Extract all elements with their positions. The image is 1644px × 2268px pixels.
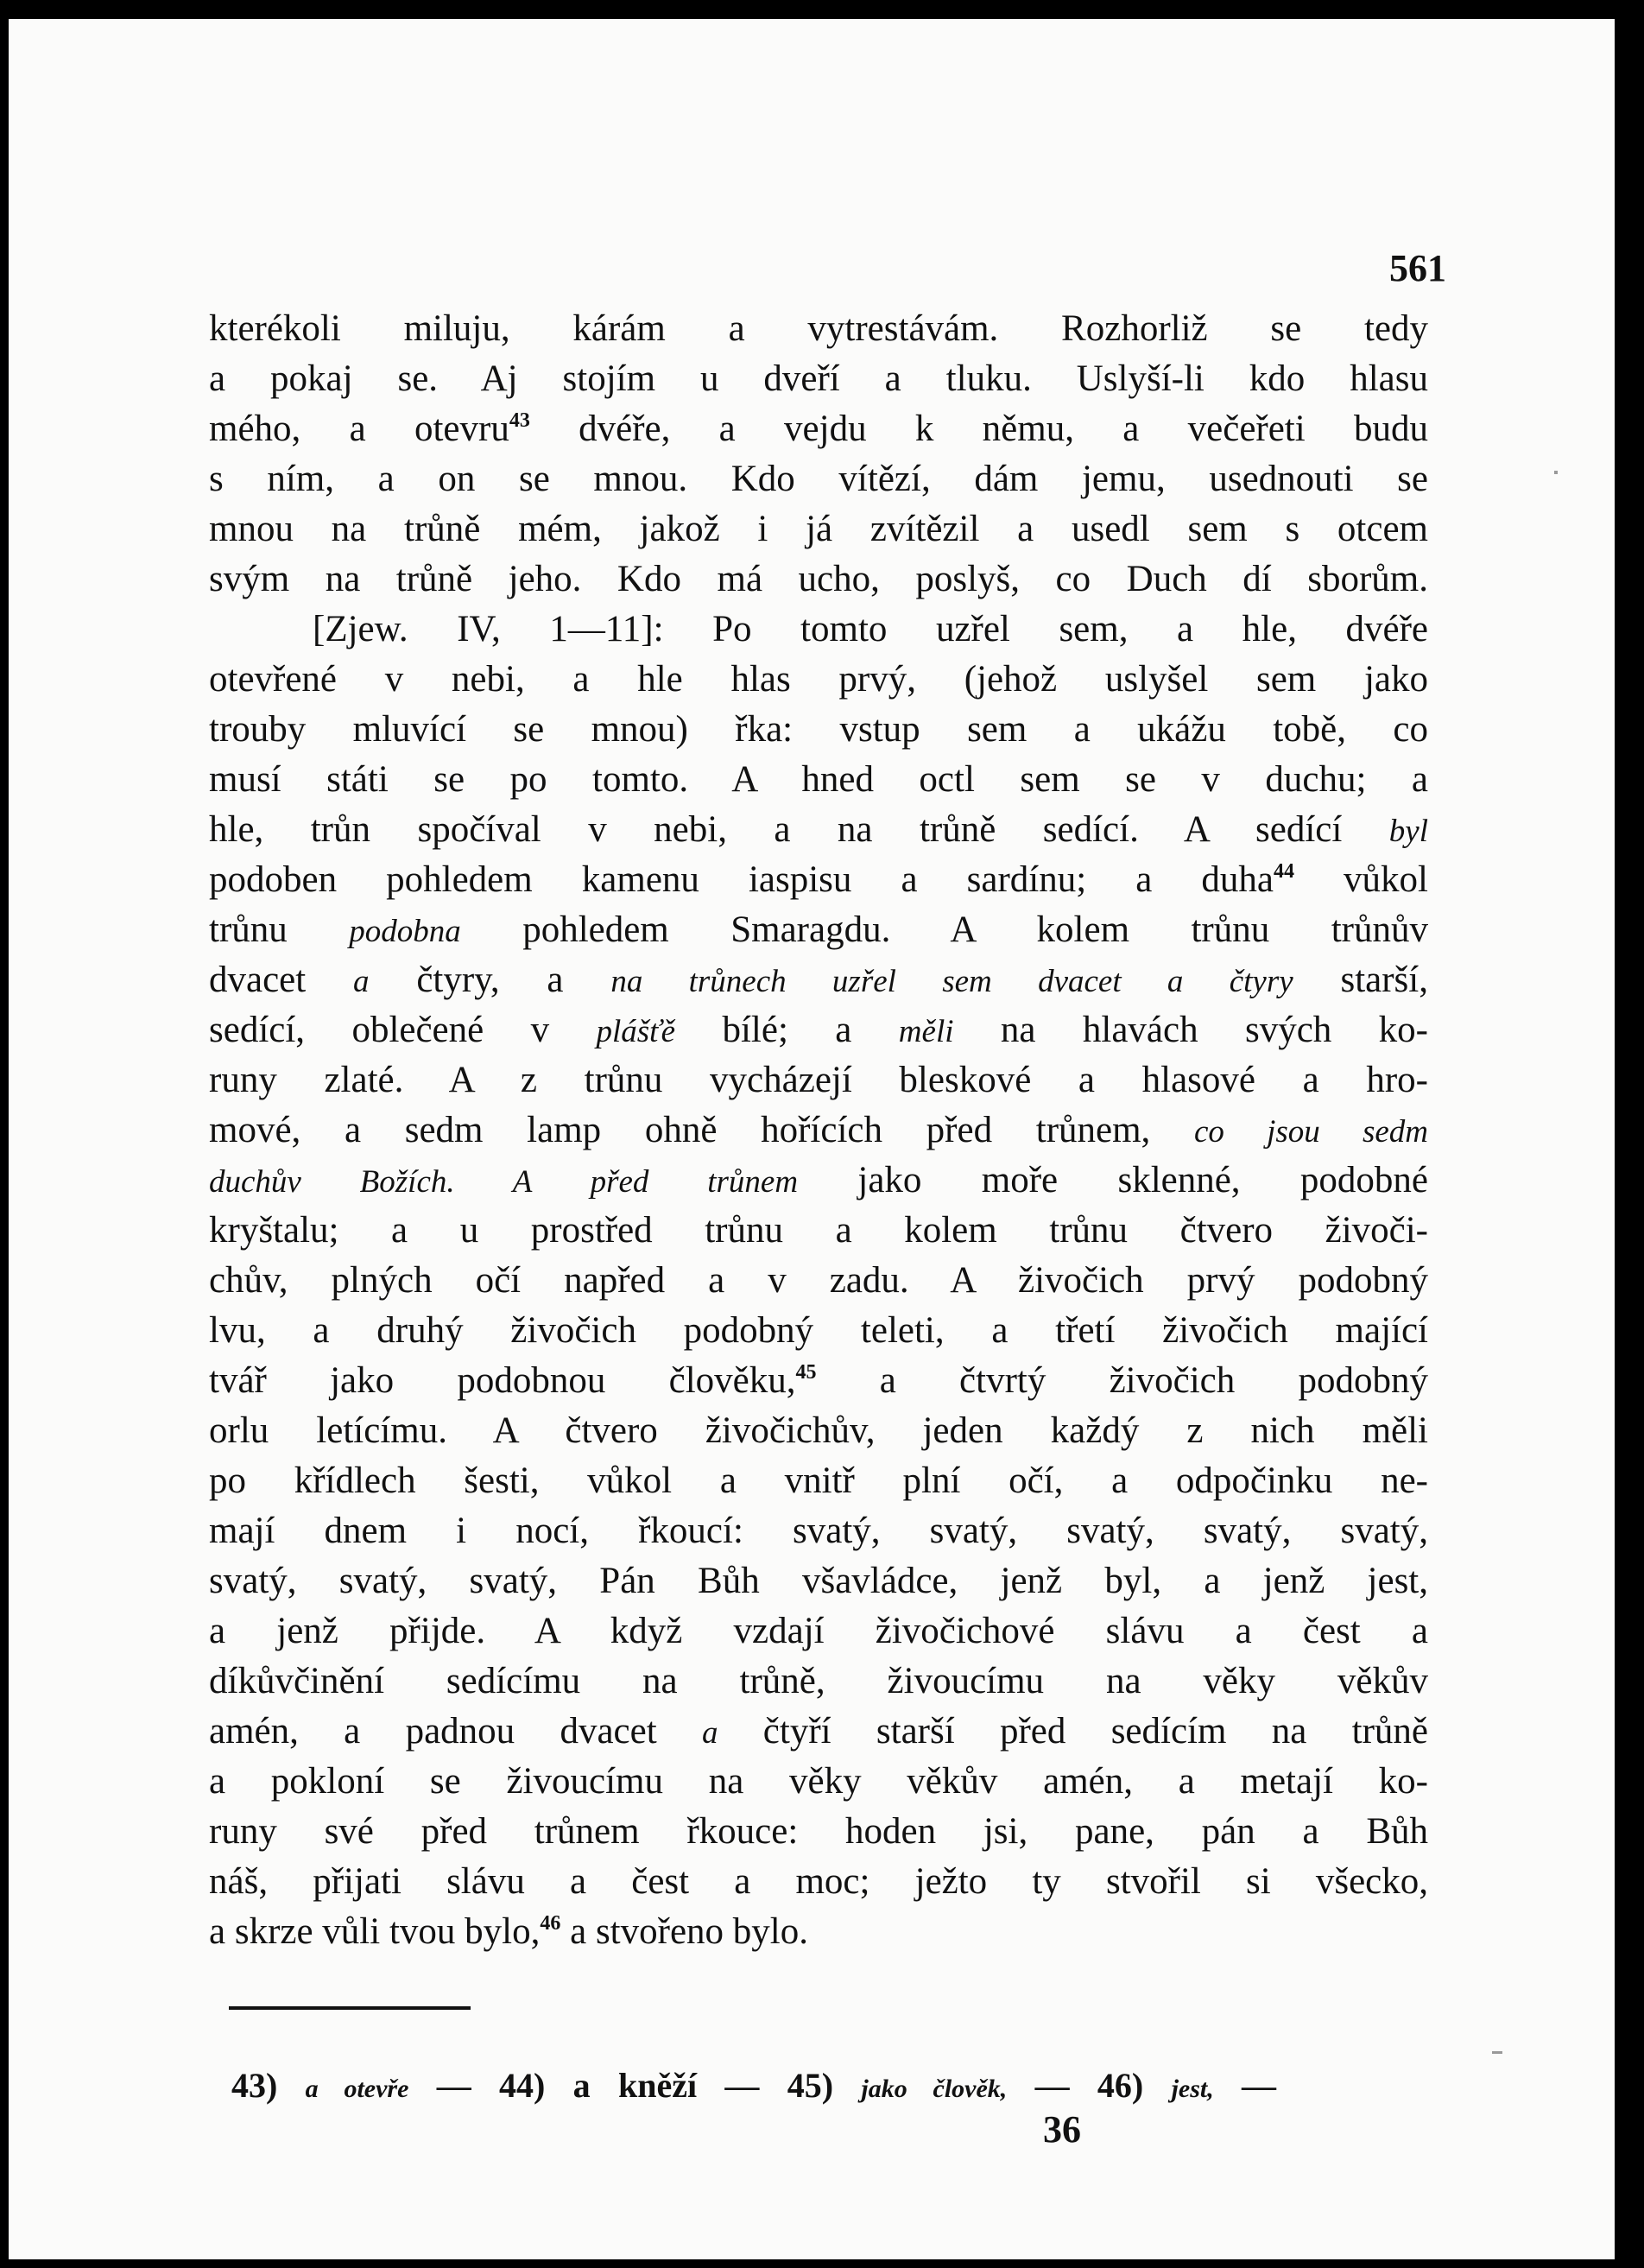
footnote-ref: 43 — [509, 409, 530, 432]
text-line: trůnu podobna pohledem Smaragdu. A kolem trůnu trůnův — [209, 909, 1428, 950]
text-line: a skrze vůli tvou bylo,$^{46}$ a stvořeno bylo. — [209, 1911, 808, 1952]
signature-mark: 36 — [1043, 2108, 1081, 2151]
text-line: mého, a otevru$^{43}$ dvéře, a vejdu k němu, a večeřeti budu — [209, 409, 1428, 449]
scripture-reference: [Zjew. IV, 1—11] — [313, 609, 654, 649]
text-line: kryštalu; a u prostřed trůnu a kolem trůnu čtvero živoči- — [209, 1210, 1428, 1251]
text-line: runy své před trůnem řkouce: hoden jsi, pane, pán a Bůh — [209, 1811, 1428, 1852]
text-line: runy zlaté. A z trůnu vycházejí bleskové a hlasové a hro- — [209, 1060, 1428, 1100]
text-line: kterékoli miluju, kárám a vytrestávám. Rozhorliž se tedy — [209, 308, 1428, 349]
text-line: svým na trůně jeho. Kdo má ucho, poslyš, co Duch dí sborům. — [209, 559, 1428, 599]
text-line: po křídlech šesti, vůkol a vnitř plní očí, a odpočinku ne- — [209, 1460, 1428, 1501]
text-line: hle, trůn spočíval v nebi, a na trůně sedící. A sedící byl — [209, 809, 1428, 850]
footnote-divider — [229, 2006, 471, 2010]
footnotes — [231, 2060, 1276, 2112]
text-line: svatý, svatý, svatý, Pán Bůh všavládce, jenž byl, a jenž jest, — [209, 1561, 1428, 1601]
text-line: a pokaj se. Aj stojím u dveří a tluku. Uslyší-li kdo hlasu — [209, 358, 1428, 399]
page-number: 561 — [1389, 247, 1446, 289]
footnote-number: — 45) — [724, 2066, 834, 2105]
text-line: mové, a sedm lamp ohně hořících před trůnem, co jsou sedm — [209, 1110, 1428, 1150]
text-line: a jenž přijde. A když vzdají živočichové slávu a čest a — [209, 1611, 1428, 1651]
text-line: amén, a padnou dvacet a čtyří starší před sedícím na trůně — [209, 1711, 1428, 1752]
text-line: díkůvčinění sedícímu na trůně, živoucímu na věky věkův — [209, 1661, 1428, 1701]
footnote-text: jako člověk, — [861, 2075, 1008, 2103]
text-line: tvář jako podobnou člověku,$^{45}$ a čtvrtý živočich podobný — [209, 1360, 1428, 1401]
footnote-ref: 45 — [795, 1361, 817, 1384]
text-line: orlu letícímu. A čtvero živočichův, jeden každý z nich měli — [209, 1410, 1428, 1451]
footnote-number: 43) — [231, 2066, 278, 2105]
footnote-number: — 44) — [436, 2066, 546, 2105]
footnote-ref: 46 — [540, 1912, 561, 1935]
text-line: dvacet a čtyry, a na trůnech uzřel sem dvacet a čtyry starší, — [209, 960, 1428, 1000]
text-line: mnou na trůně mém, jakož i já zvítězil a usedl sem s otcem — [209, 509, 1428, 549]
text-line: musí státi se po tomto. A hned octl sem se v duchu; a — [209, 759, 1428, 800]
text-line: mají dnem i nocí, řkoucí: svatý, svatý, svatý, svatý, svatý, — [209, 1511, 1428, 1551]
footnote-number: — 46) — [1034, 2066, 1144, 2105]
footnote-text: a kněží — [572, 2066, 698, 2105]
footnote-text: a otevře — [305, 2075, 409, 2103]
text-line: podoben pohledem kamenu iaspisu a sardínu; a duha$^{44}$ vůkol — [209, 859, 1428, 900]
text-line: náš, přijati slávu a čest a moc; ježto ty stvořil si všecko, — [209, 1861, 1428, 1902]
text-line: s ním, a on se mnou. Kdo vítězí, dám jemu, usednouti se — [209, 459, 1428, 499]
paper-speck — [1492, 2051, 1502, 2054]
text-line: duchův Božích. A před trůnem jako moře sklenné, podobné — [209, 1160, 1428, 1201]
text-line: a pokloní se živoucímu na věky věkův amén, a metají ko- — [209, 1761, 1428, 1802]
text-line: otevřené v nebi, a hle hlas prvý, (jehož uslyšel sem jako — [209, 659, 1428, 700]
text-line: trouby mluvící se mnou) řka: vstup sem a ukážu tobě, co — [209, 709, 1428, 750]
footnote-text: jest, — [1171, 2075, 1214, 2103]
footnote-dash: — — [1242, 2066, 1277, 2105]
text-line: chův, plných očí napřed a v zadu. A živočich prvý podobný — [209, 1260, 1428, 1301]
text-line: [Zjew. IV, 1—11]: Po tomto uzřel sem, a hle, dvéře — [313, 609, 1428, 649]
paper-speck — [1554, 471, 1558, 474]
footnote-ref: 44 — [1273, 860, 1294, 883]
text-line: sedící, oblečené v plášťě bílé; a měli na hlavách svých ko- — [209, 1010, 1428, 1050]
text-line: lvu, a druhý živočich podobný teleti, a třetí živočich mající — [209, 1310, 1428, 1351]
body-text — [209, 304, 1428, 1957]
